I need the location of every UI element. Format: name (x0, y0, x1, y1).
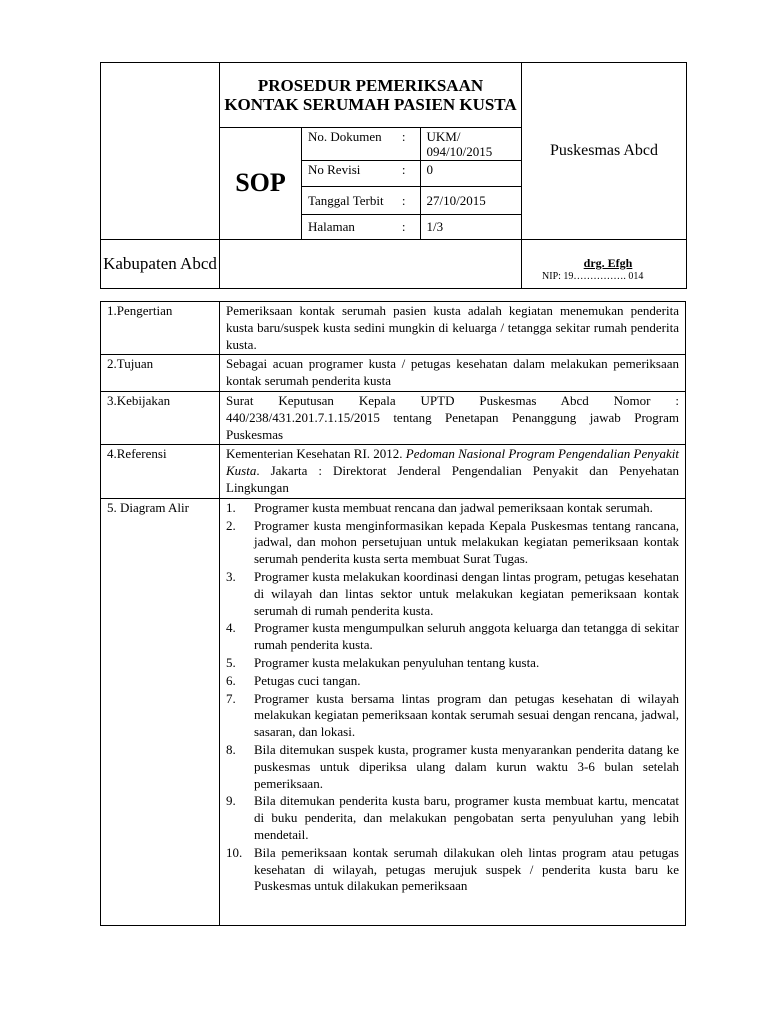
region-name: Kabupaten Abcd (101, 239, 220, 288)
step-number: 5. (226, 654, 236, 670)
blank-cell (220, 239, 522, 288)
meta-key: Halaman : (302, 215, 420, 239)
list-item (226, 845, 679, 895)
meta-value-doc-number: UKM/ 094/10/2015 (420, 128, 521, 161)
flow-steps (220, 498, 686, 925)
document-meta (302, 128, 522, 240)
meta-key: No Revisi : (302, 161, 420, 187)
signer-name: drg. Efgh (583, 255, 633, 270)
meta-value-issue-date: 27/10/2015 (420, 187, 521, 215)
section-text: Sebagai acuan programer kusta / petugas kesehatan dalam melakukan pemeriksaan kontak serumah penderita kusta (220, 355, 686, 392)
meta-table (302, 128, 521, 239)
document-title: PROSEDUR PEMERIKSAAN KONTAK SERUMAH PASIEN KUSTA (220, 63, 522, 128)
list-item (226, 518, 679, 568)
list-item (226, 742, 679, 792)
sop-header-table (100, 62, 687, 289)
list-item (226, 620, 679, 654)
list-item (226, 673, 679, 690)
section-label: 3.Kebijakan (101, 391, 220, 444)
step-number: 9. (226, 793, 236, 809)
section-text: Surat Keputusan Kepala UPTD Puskesmas Abcd Nomor : 440/238/431.201.7.1.15/2015 tentang Penetapan Penanggung jawab Program Puskesmas (220, 391, 686, 444)
section-row (101, 355, 686, 392)
step-number: 6. (226, 672, 236, 688)
sop-label: SOP (220, 128, 302, 240)
list-item (226, 569, 679, 619)
logo-area (101, 63, 220, 240)
step-text: Bila pemeriksaan kontak serumah dilakukan oleh lintas program atau petugas kesehatan di wilayah, petugas merujuk suspek / penderita kusta baru ke Puskesmas untuk dilakukan pemeriksaan (254, 844, 679, 894)
sop-content-table (100, 301, 686, 926)
signature-block (522, 239, 687, 288)
step-number: 2. (226, 517, 236, 533)
step-number: 3. (226, 568, 236, 584)
list-item (226, 655, 679, 672)
section-row (101, 498, 686, 925)
step-number: 7. (226, 690, 236, 706)
organization-name: Puskesmas Abcd (522, 63, 687, 240)
step-text: Programer kusta membuat rencana dan jadwal pemeriksaan kontak serumah. (254, 499, 653, 515)
step-text: Programer kusta melakukan koordinasi dengan lintas program, petugas kesehatan di wilayah dan lintas sektor untuk melakukan kegiatan pemeriksaan kontak serumah di rumah penderita kusta. (254, 568, 679, 618)
meta-value-page: 1/3 (426, 219, 444, 234)
list-item (226, 500, 679, 517)
step-text: Programer kusta menginformasikan kepada Kepala Puskesmas tentang rancana, jadwal, dan mohon persetujuan untuk melakukan kegiatan pemeriksaan kontak serumah penderita kusta serta membuat Surat Tugas. (254, 517, 679, 567)
section-row (101, 302, 686, 355)
section-row (101, 391, 686, 444)
step-number: 8. (226, 741, 236, 757)
step-text: Programer kusta bersama lintas program dan petugas kesehatan di wilayah melakukan kegiatan pemeriksaan kontak serumah sesuai dengan rencana, jadwal, sasaran, dan lokasi. (254, 690, 679, 740)
list-item (226, 793, 679, 843)
steps-list (226, 500, 679, 895)
signer-nip: NIP: 19……………. 014 (542, 270, 644, 282)
section-label: 1.Pengertian (101, 302, 220, 355)
section-label: 4.Referensi (101, 445, 220, 498)
section-label: 5. Diagram Alir (101, 498, 220, 925)
step-number: 10. (226, 844, 243, 860)
list-item (226, 691, 679, 741)
section-text: Kementerian Kesehatan RI. 2012. Pedoman Nasional Program Pengendalian Penyakit Kusta. Jakarta : Direktorat Jenderal Pengendalian Penyakit dan Penyehatan Lingkungan (220, 445, 686, 498)
meta-value-revision: 0 (420, 161, 521, 187)
step-number: 4. (226, 620, 236, 636)
section-row (101, 445, 686, 498)
step-text: Bila ditemukan suspek kusta, programer kusta menyarankan penderita datang ke puskesmas untuk diperiksa ulang dalam kurun waktu 3-6 bulan setelah pemeriksaan. (254, 741, 679, 791)
step-text: Petugas cuci tangan. (254, 672, 361, 688)
meta-key: No. Dokumen : (302, 128, 420, 161)
meta-key: Tanggal Terbit : (302, 187, 420, 215)
step-text: Bila ditemukan penderita kusta baru, programer kusta membuat kartu, mencatat di buku penderita, dan melakukan pengobatan serta penyuluhan yang lebih mendetail. (254, 793, 679, 842)
step-text: Programer kusta melakukan penyuluhan tentang kusta. (254, 654, 540, 670)
section-text: Pemeriksaan kontak serumah pasien kusta adalah kegiatan menemukan penderita kusta baru/suspek kusta sedini mungkin di keluarga / tetangga sekitar rumah penderita kusta. (220, 302, 686, 355)
step-text: Programer kusta mengumpulkan seluruh anggota keluarga dan tetangga di sekitar rumah penderita kusta. (254, 620, 679, 653)
section-label: 2.Tujuan (101, 355, 220, 392)
step-number: 1. (226, 499, 236, 515)
